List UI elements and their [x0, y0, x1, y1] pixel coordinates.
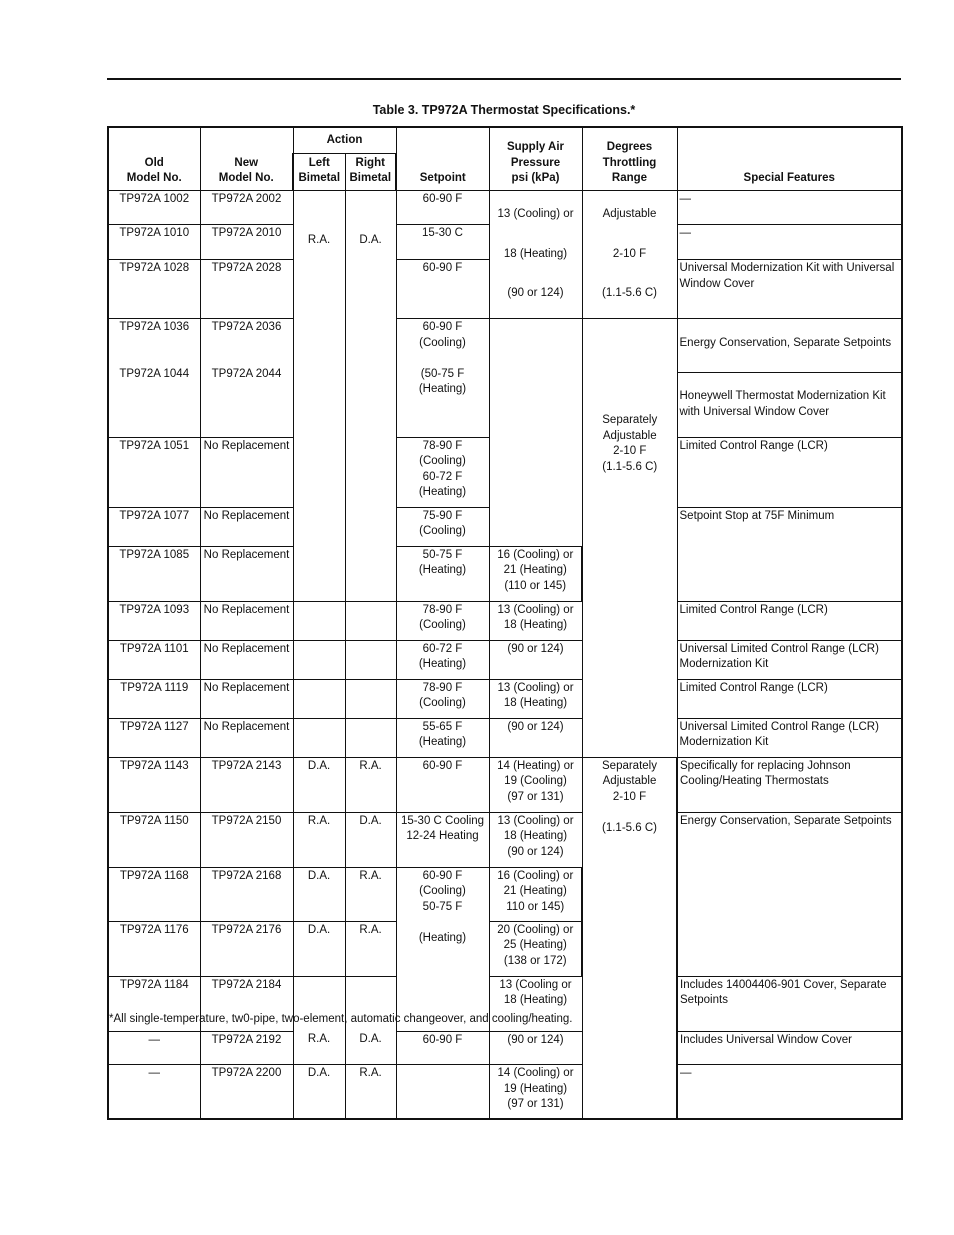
old-model-cell: TP972A 1119	[108, 679, 200, 718]
supply-pressure-cell: 16 (Cooling) or 21 (Heating) (110 or 145)	[489, 546, 582, 601]
right-bimetal-cell: R.A.	[345, 1065, 396, 1119]
old-model-cell: TP972A 1184	[108, 976, 200, 1032]
left-bimetal-cell: R.A.	[293, 812, 345, 867]
new-model-cell: TP972A 2200	[200, 1065, 293, 1119]
supply-pressure-cell: 13 (Cooling) or 18 (Heating)	[489, 679, 582, 718]
setpoint-cell: 60-90 F	[396, 1032, 489, 1065]
table-row	[108, 601, 902, 640]
new-model-cell: No Replacement	[200, 437, 293, 507]
supply-pressure-cell	[489, 190, 582, 319]
degrees-cell: Separately Adjustable 2-10 F (1.1-5.6 C)	[582, 319, 677, 758]
setpoint-cell: 78-90 F (Cooling)	[396, 601, 489, 640]
new-model-cell: TP972A 2192	[200, 1032, 293, 1065]
supply-pressure-cell: 13 (Cooling) or 18 (Heating)	[489, 601, 582, 640]
setpoint-cell: 55-65 F (Heating)	[396, 718, 489, 757]
old-model-cell: TP972A 1077	[108, 507, 200, 546]
special-features-cell: Includes 14004406-901 Cover, Separate Setpoints	[677, 976, 902, 1032]
new-model-cell: No Replacement	[200, 679, 293, 718]
supply-pressure-cell: (90 or 124)	[489, 1032, 582, 1065]
old-model-cell: TP972A 1028	[108, 260, 200, 319]
supply-pressure-cell: 13 (Cooling or 18 (Heating)	[489, 976, 582, 1032]
right-bimetal-cell	[345, 679, 396, 718]
table-row	[108, 1065, 902, 1119]
left-bimetal-cell: D.A.	[293, 757, 345, 812]
old-model-cell: TP972A 1101	[108, 640, 200, 679]
special-features-cell: Limited Control Range (LCR)	[677, 437, 902, 507]
new-model-cell: TP972A 2002	[200, 190, 293, 225]
new-model-cell: No Replacement	[200, 546, 293, 601]
degrees-line: Adjustable	[602, 208, 657, 220]
special-features-cell: Specifically for replacing Johnson Cooling/Heating Thermostats	[677, 757, 902, 812]
right-bimetal-value: D.A.	[359, 234, 382, 246]
special-features-cell	[677, 319, 902, 438]
old-model-cell: TP972A 1143	[108, 757, 200, 812]
supply-line: (90 or 124)	[507, 287, 564, 299]
new-model-cell: TP972A 2143	[200, 757, 293, 812]
setpoint-cell: 60-90 F	[396, 260, 489, 319]
left-bimetal-cell: D.A.	[293, 921, 345, 976]
degrees-line: (1.1-5.6 C)	[602, 287, 657, 299]
header-row-1	[108, 127, 902, 153]
special-features-cell: Includes Universal Window Cover	[677, 1032, 902, 1065]
table-row	[108, 190, 902, 225]
right-bimetal-cell	[345, 640, 396, 679]
supply-pressure-cell: 16 (Cooling) or 21 (Heating) 110 or 145)	[489, 867, 582, 921]
special-features-line: Honeywell Thermostat Modernization Kit with Universal Window Cover	[679, 390, 886, 418]
special-features-cell: Setpoint Stop at 75F Minimum	[677, 507, 902, 601]
old-model-cell: —	[108, 1032, 200, 1065]
specifications-table	[107, 126, 903, 1120]
right-bimetal-cell	[345, 190, 396, 601]
setpoint-cell	[396, 1065, 489, 1119]
old-model-cell: TP972A 1150	[108, 812, 200, 867]
special-features-cell: Energy Conservation, Separate Setpoints	[677, 812, 902, 976]
old-model-cell: —	[108, 1065, 200, 1119]
header-left-bimetal: Left Bimetal	[293, 153, 345, 190]
old-model-cell: TP972A 1127	[108, 718, 200, 757]
setpoint-cell: 60-90 F	[396, 757, 489, 812]
setpoint-cell: 60-72 F (Heating)	[396, 640, 489, 679]
table-row	[108, 679, 902, 718]
header-action: Action	[293, 127, 396, 153]
table-footnote: *All single-temperature, tw0-pipe, two-element, automatic changeover, and cooling/heating.	[109, 1013, 573, 1025]
new-model-cell: No Replacement	[200, 640, 293, 679]
setpoint-cell: 78-90 F (Cooling)	[396, 679, 489, 718]
setpoint-cell: 75-90 F (Cooling)	[396, 507, 489, 546]
left-bimetal-cell: D.A.	[293, 867, 345, 921]
header-right-bimetal: Right Bimetal	[345, 153, 396, 190]
left-bimetal-value: R.A.	[307, 1033, 331, 1045]
supply-line: 18 (Heating)	[503, 247, 568, 260]
new-model-cell: No Replacement	[200, 601, 293, 640]
right-bimetal-cell: R.A.	[345, 757, 396, 812]
left-bimetal-cell	[293, 679, 345, 718]
supply-pressure-cell: 14 (Heating) or 19 (Cooling) (97 or 131)	[489, 757, 582, 812]
supply-pressure-cell	[489, 319, 582, 547]
new-model-cell: TP972A 2036 TP972A 2044	[200, 319, 293, 438]
table-row	[108, 812, 902, 867]
special-features-cell: Universal Limited Control Range (LCR) Modernization Kit	[677, 640, 902, 679]
right-bimetal-value: D.A.	[359, 1033, 382, 1045]
setpoint-cell: 60-90 F	[396, 190, 489, 225]
old-model-cell: TP972A 1002	[108, 190, 200, 225]
degrees-line: 2-10 F	[612, 247, 647, 260]
old-model-cell: TP972A 1176	[108, 921, 200, 976]
left-bimetal-cell	[293, 190, 345, 601]
supply-pressure-cell: 14 (Cooling) or 19 (Heating) (97 or 131)	[489, 1065, 582, 1119]
left-bimetal-cell	[293, 718, 345, 757]
table-row	[108, 757, 902, 812]
header-special-features: Special Features	[677, 127, 902, 190]
old-model-cell: TP972A 1010	[108, 225, 200, 260]
left-bimetal-cell: D.A.	[293, 1065, 345, 1119]
right-bimetal-cell: R.A.	[345, 867, 396, 921]
header-new-model: New Model No.	[200, 127, 293, 190]
left-bimetal-cell	[293, 601, 345, 640]
header-setpoint: Setpoint	[396, 127, 489, 190]
special-features-line: Energy Conservation, Separate Setpoints	[678, 335, 902, 373]
top-rule	[107, 78, 901, 80]
new-model-cell: TP972A 2150	[200, 812, 293, 867]
right-bimetal-cell: D.A.	[345, 812, 396, 867]
table-row	[108, 319, 902, 438]
degrees-cell	[582, 190, 677, 319]
table-title: Table 3. TP972A Thermostat Specifications.*	[372, 103, 636, 117]
old-model-cell: TP972A 1085	[108, 546, 200, 601]
old-model-cell: TP972A 1051	[108, 437, 200, 507]
table-row	[108, 1032, 902, 1065]
special-features-cell: Limited Control Range (LCR)	[677, 679, 902, 718]
right-bimetal-cell: R.A.	[345, 921, 396, 976]
supply-pressure-cell: (90 or 124)	[489, 718, 582, 757]
degrees-cell: Separately Adjustable 2-10 F (1.1-5.6 C)	[582, 757, 677, 1119]
table-row	[108, 640, 902, 679]
header-old-model: Old Model No.	[108, 127, 200, 190]
special-features-cell: —	[677, 225, 902, 260]
right-bimetal-cell	[345, 718, 396, 757]
old-model-cell: TP972A 1093	[108, 601, 200, 640]
supply-pressure-cell: 20 (Cooling) or 25 (Heating) (138 or 172)	[489, 921, 582, 976]
supply-pressure-cell: (90 or 124)	[489, 640, 582, 679]
setpoint-cell: 50-75 F (Heating)	[396, 546, 489, 601]
supply-pressure-cell: 13 (Cooling) or 18 (Heating) (90 or 124)	[489, 812, 582, 867]
special-features-cell: Limited Control Range (LCR)	[677, 601, 902, 640]
old-model-cell: TP972A 1036 TP972A 1044	[108, 319, 200, 438]
new-model-cell: TP972A 2010	[200, 225, 293, 260]
new-model-cell: TP972A 2176	[200, 921, 293, 976]
supply-line: 13 (Cooling) or	[497, 208, 574, 220]
setpoint-cell: 78-90 F (Cooling) 60-72 F (Heating)	[396, 437, 489, 507]
new-model-cell: TP972A 2184	[200, 976, 293, 1032]
table-row	[108, 718, 902, 757]
new-model-cell: No Replacement	[200, 718, 293, 757]
left-bimetal-value: R.A.	[307, 234, 331, 246]
right-bimetal-cell	[345, 601, 396, 640]
header-supply-air-pressure: Supply Air Pressure psi (kPa)	[489, 127, 582, 190]
special-features-cell: Universal Limited Control Range (LCR) Modernization Kit	[677, 718, 902, 757]
setpoint-cell: 60-90 F (Cooling) (50-75 F (Heating)	[396, 319, 489, 438]
left-bimetal-cell	[293, 640, 345, 679]
setpoint-cell: 60-90 F (Cooling) 50-75 F (Heating)	[396, 867, 489, 1032]
setpoint-cell: 15-30 C	[396, 225, 489, 260]
special-features-cell: —	[677, 1065, 902, 1119]
new-model-cell: No Replacement	[200, 507, 293, 546]
special-features-cell: Universal Modernization Kit with Universal Window Cover	[677, 260, 902, 319]
old-model-cell: TP972A 1168	[108, 867, 200, 921]
new-model-cell: TP972A 2168	[200, 867, 293, 921]
setpoint-cell: 15-30 C Cooling 12-24 Heating	[396, 812, 489, 867]
header-degrees-throttling-range: Degrees Throttling Range	[582, 127, 677, 190]
new-model-cell: TP972A 2028	[200, 260, 293, 319]
special-features-cell: —	[677, 190, 902, 225]
